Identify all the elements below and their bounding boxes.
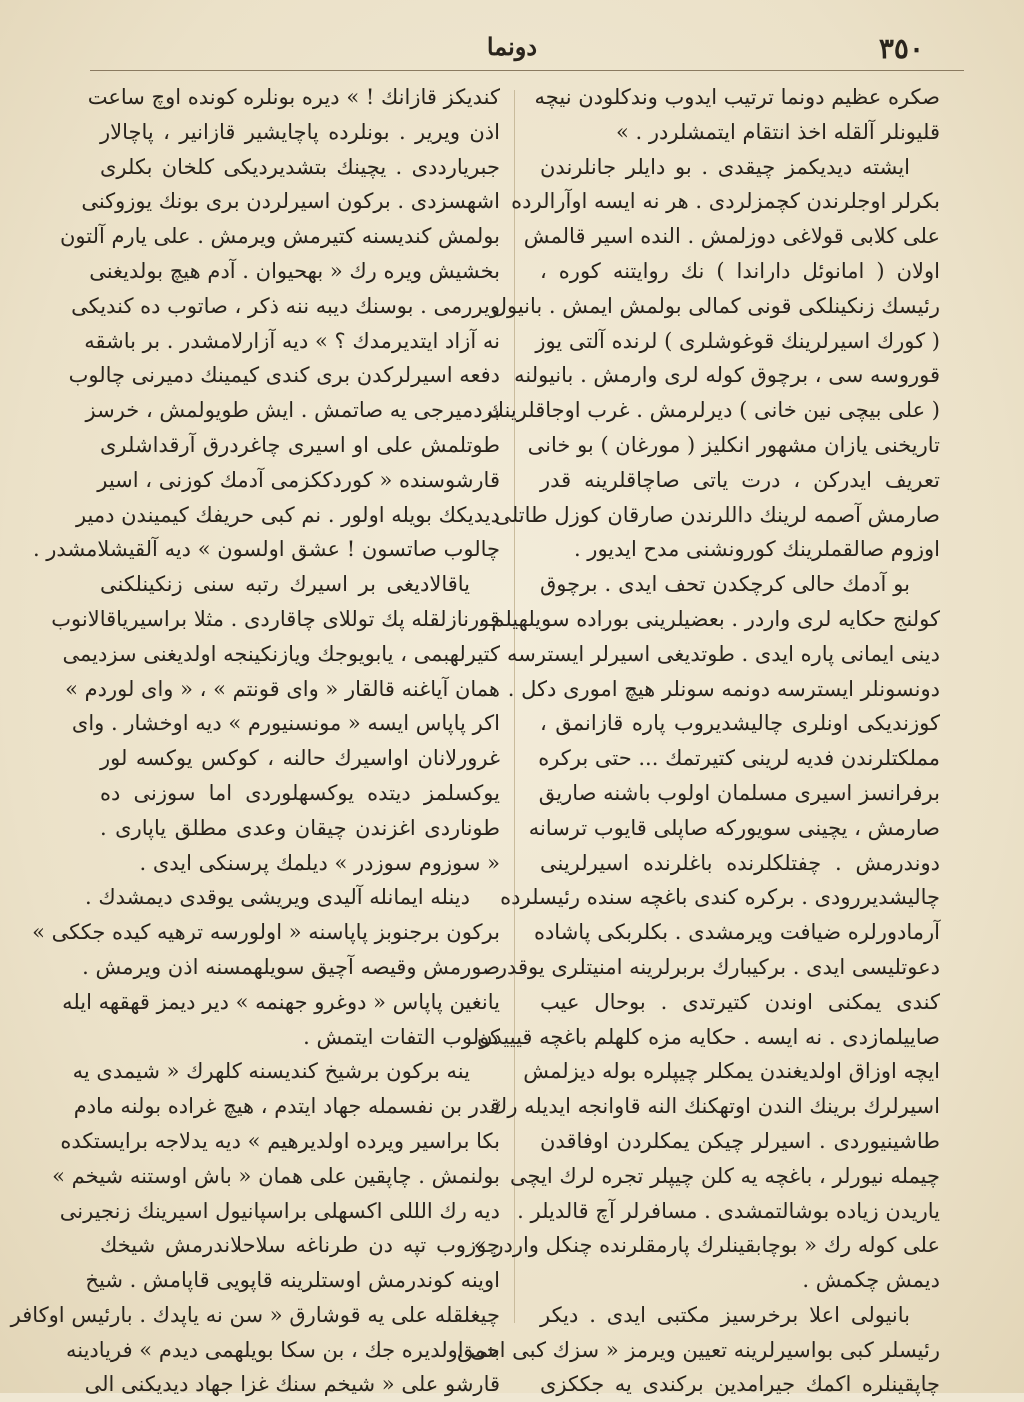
text-line: آرمادورلره ضيافت ويرمشدى . بكلربكى پاشاده bbox=[533, 920, 940, 945]
text-line: اشهسزدى . بركون اسيرلردن برى بونك يوزوكنى bbox=[81, 189, 500, 214]
text-line: قوروسه سى ، برچوق كوله لرى وارمش . بانيولنه bbox=[514, 363, 940, 388]
text-line: اذن ويرير . بونلرده پاچايشير قازانير ، پاچالار bbox=[100, 119, 500, 144]
text-line: صارمش ، يچينى سويوركه صاپلى قايوب ترسانه bbox=[528, 815, 940, 840]
text-line: همان آياغنه قالقار « واى قونتم » ، « واى لوردم » bbox=[65, 676, 500, 701]
right-column bbox=[457, 80, 940, 1402]
text-line: اوينه كوندرمش اوستلرينه قاپويى قاپامش . شيخ bbox=[85, 1268, 500, 1293]
text-line: ويررمى . بوسنك ديبه ننه ذكر ، صاتوب ده كنديكى bbox=[71, 293, 500, 318]
text-line: قدر بن نفسمله جهاد ايتدم ، هيچ غراده بولنه مادم bbox=[73, 1094, 500, 1119]
text-line: ديه رك الللى اكسهلى براسپانيول اسيرينك زنجيرنى bbox=[59, 1198, 500, 1223]
text-line: كتيرلهبمى ، يابويوجك ويازنكينجه اولديغنى سزديمى bbox=[62, 641, 500, 666]
text-line: على كوله رك « بوچابقينلرك پارمقلرنده چنكل واردر » bbox=[473, 1233, 940, 1258]
text-line: چاپقينلره اكمك جيرامدين بركندى يه جككزى bbox=[540, 1372, 940, 1397]
text-line: اكر پاپاس ايسه « مونسنيورم » ديه اوخشار . واى bbox=[71, 711, 500, 736]
text-line: كندى يمكنى اوندن كتيرتدى . بوحال عيب bbox=[540, 989, 940, 1014]
text-line: جبريارددى . يچينك بتشديرديكى كلخان بكلرى bbox=[100, 154, 500, 179]
text-line: چالوب صاتسون ! عشق اولسون » ديه آلقيشلامشدر . bbox=[32, 537, 500, 562]
running-title: دونما bbox=[486, 32, 538, 61]
text-line: ( كورك اسيرلرينك قوغوشلرى ) لرنده آلتى يوز bbox=[535, 328, 940, 353]
text-line: چيغلقله على يه قوشارق « سن نه ياپدك . بارئيس اوكافر bbox=[10, 1302, 500, 1327]
text-line: مملكتلرندن فديه لرينى كتيرتمك ... حتى بركره bbox=[538, 746, 940, 771]
text-line: بو آدمك حالى كرچكدن تحف ايدى . برچوق bbox=[540, 572, 910, 597]
text-line: اولان ( امانوئل داراندا ) نك روايتنه كوره ، bbox=[540, 258, 940, 283]
text-line: طوتلمش على او اسيرى چاغردرق آرقداشلرى bbox=[100, 432, 500, 457]
text-line: طاشينيوردى . اسيرلر چيكن يمكلردن اوفاقدن bbox=[540, 1128, 940, 1153]
text-line: بنى اولديره جك ، بن سكا بويلهمى ديدم » فريادينه bbox=[65, 1337, 500, 1362]
text-line: بردميرجى يه صاتمش . ايش طويولمش ، خرسز bbox=[85, 398, 500, 423]
text-line: چوزوب تپه دن طرناغه سلاحلاندرمش شيخك bbox=[100, 1233, 500, 1258]
text-line: بخشيش ويره رك « بهحيوان . آدم هيچ بولديغنى bbox=[89, 258, 500, 283]
text-line: صاييلمازدى . نه ايسه . حكايه مزه كلهلم باغچه قيييدن bbox=[476, 1024, 940, 1049]
text-line: طوناردى اغزندن چيقان وعدى مطلق ياپارى . bbox=[100, 815, 500, 840]
text-line: دوندرمش . چفتلكلرنده باغلرنده اسيرلرينى bbox=[540, 850, 940, 875]
text-line: كولوب التفات ايتمش . bbox=[303, 1024, 500, 1049]
text-line: يانغين پاپاس « دوغرو جهنمه » دير ديمز قهقهه ايله bbox=[62, 989, 500, 1014]
page-header bbox=[80, 28, 944, 68]
text-line: بولمش كنديسنه كتيرمش ويرمش . على يارم آلتون bbox=[59, 224, 500, 249]
text-line: تاريخنى يازان مشهور انكليز ( مورغان ) بو خانى bbox=[527, 432, 940, 457]
text-line: ياقالاديغى بر اسيرك رتبه سنى زنكينلكنى bbox=[100, 572, 470, 597]
text-line: ( على بيچى نين خانى ) ديرلرمش . غرب اوجاقلرينك bbox=[486, 398, 940, 423]
text-line: قليونلر آلقله اخذ انتقام ايتمشلردر . » bbox=[615, 119, 940, 144]
text-line: اسيرلرك برينك الندن اوتهكنك النه قاوانجه ايديله رك bbox=[490, 1094, 940, 1119]
text-line: ايچه اوزاق اولديغندن يمكلر چيپلره بوله ديزلمش bbox=[523, 1059, 940, 1084]
text-line: رئيسلر كبى بواسيرلرينه تعيين ويرمز « سزك كبى احمق bbox=[457, 1337, 940, 1362]
text-line: دونسونلر ايسترسه دونمه سونلر هيچ امورى دكل . bbox=[507, 676, 940, 701]
text-line: برفرانسز اسيرى مسلمان اولوب باشنه صاريق bbox=[538, 780, 940, 805]
text-line: نه آزاد ايتديرمدك ؟ » ديه آزارلامشدر . بر باشقه bbox=[84, 328, 500, 353]
text-line: « سوزوم سوزدر » ديلمك پرسنكى ايدى . bbox=[139, 850, 500, 875]
text-line: تعريف ايدركن ، درت ياتى صاچاقلرينه قدر bbox=[540, 467, 940, 492]
left-column bbox=[10, 80, 500, 1402]
text-line: ديديكك بويله اولور . نم كبى حريفك كيميندن دمير bbox=[75, 502, 500, 527]
text-line: كوزنديكى اونلرى چاليشديروب پاره قازانمق ، bbox=[540, 711, 940, 736]
text-line: دينله ايمانله آليدى ويريشى يوقدى ديمشدك . bbox=[84, 885, 470, 910]
text-line: ياريدن زياده بوشالتمشدى . مسافرلر آچ قالديلر . bbox=[517, 1198, 940, 1223]
text-line: يوكسلمز ديتده يوكسهلوردى اما سوزنى ده bbox=[100, 780, 500, 805]
text-line: بانيولى اعلا برخرسيز مكتبى ايدى . ديكر bbox=[540, 1302, 910, 1327]
text-line: كنديكز قازانك ! » ديره بونلره كونده اوچ ساعت bbox=[87, 85, 500, 109]
text-line: قورنازلقله پك توللاى چاقاردى . مثلا براسيرياقالانوب bbox=[51, 606, 500, 631]
header-rule bbox=[90, 70, 964, 71]
text-line: اوزوم صالقملرينك كورونشنى مدح ايديور . bbox=[573, 537, 940, 562]
text-line: رئيسك زنكينلكى قونى كمالى بولمش ايمش . بانيول bbox=[491, 293, 940, 318]
text-line: ينه بركون برشيخ كنديسنه كلهرك « شيمدى يه bbox=[72, 1059, 470, 1084]
page-number: ٣٥٠ bbox=[878, 32, 924, 65]
text-line: چاليشديررودى . بركره كندى باغچه سنده رئيسلرده bbox=[500, 885, 940, 910]
text-line: بركون برجنوبز پاپاسنه « اولورسه ترهيه كيده جككى » bbox=[32, 920, 500, 945]
text-line: دفعه اسيرلركدن برى كندى كيمينك دميرنى چالوب bbox=[68, 363, 500, 388]
text-line: صورمش وقيصه آچيق سويلهمسنه اذن ويرمش . bbox=[82, 954, 500, 979]
text-line: چيمله نيورلر ، باغچه يه كلن چيپلر تجره لرك ايچى bbox=[510, 1163, 940, 1188]
text-line: دينى ايمانى پاره ايدى . طوتديغى اسيرلر ايسترسه bbox=[507, 641, 940, 666]
text-line: صارمش آصمه لرينك داللرندن صارقان كوزل طاتلى bbox=[494, 502, 940, 527]
text-line: بكا براسير ويرده اولديرهيم » ديه يدلاجه برايستكده bbox=[60, 1128, 500, 1153]
text-line: صكره عظيم دونما ترتيب ايدوب وندكلودن نيچه bbox=[534, 85, 940, 109]
text-line: كولنج حكايه لرى واردر . بعضيلرينى بوراده سويلهيلم . bbox=[478, 606, 940, 631]
text-line: ايشته ديديكمز چيقدى . بو دايلر جانلرندن bbox=[540, 154, 910, 179]
text-line: دعوتليسى ايدى . بركيبارك بربرلرينه امنيتلرى يوقدر . bbox=[483, 954, 940, 979]
text-line: على كلابى قولاغى دوزلمش . النده اسير قالمش bbox=[523, 224, 940, 249]
text-line: غرورلانان اواسيرك حالنه ، كوكس يوكسه لور bbox=[100, 746, 500, 771]
text-line: بولنمش . چاپقين على همان « باش اوستنه شيخم » bbox=[52, 1163, 500, 1188]
column-divider bbox=[514, 90, 515, 1323]
text-line: بكرلر اوجلرندن كچمزلردى . هر نه ايسه اوآرالرده bbox=[511, 189, 940, 214]
text-line: ديمش چكمش . bbox=[802, 1268, 940, 1293]
text-line: قارشوسنده « كوردككزمى آدمك كوزنى ، اسير bbox=[97, 467, 500, 492]
text-line: قارشو على « شيخم سنك غزا جهاد ديديكنى الى bbox=[84, 1372, 500, 1397]
